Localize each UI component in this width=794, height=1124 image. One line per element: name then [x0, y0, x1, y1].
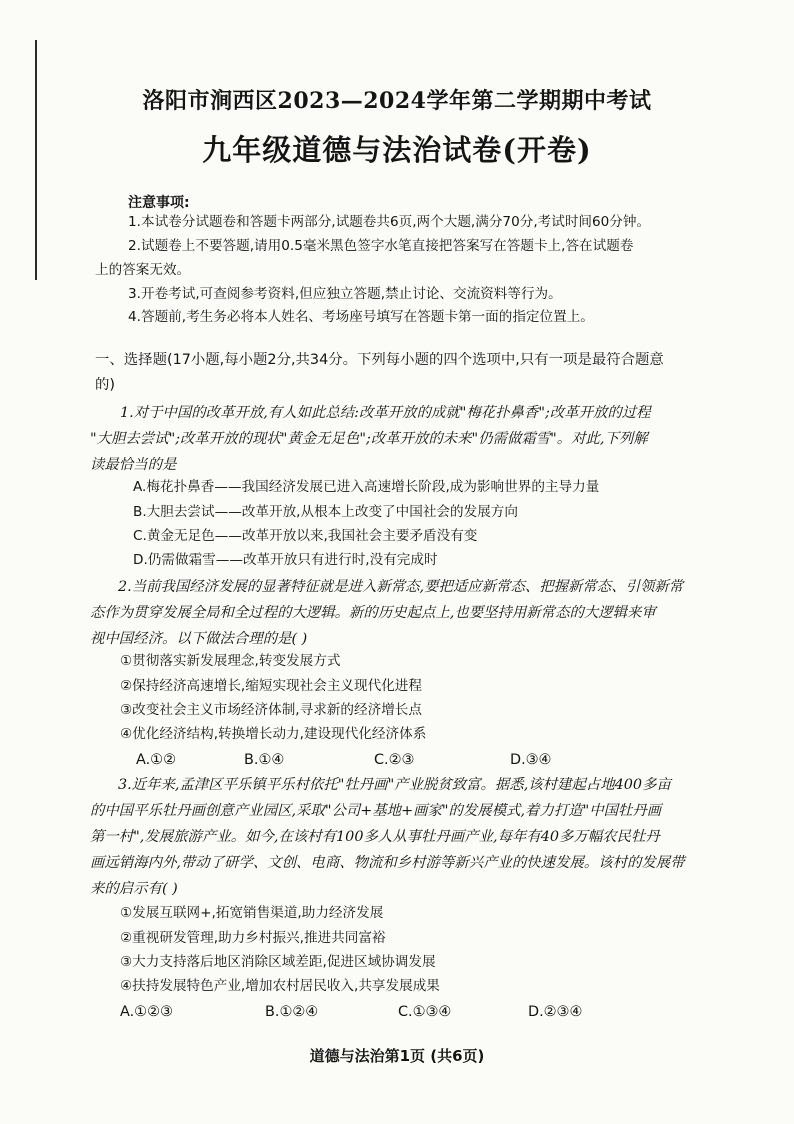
- question-1-option: C.黄金无足色——改革开放以来,我国社会主要矛盾没有变: [133, 528, 478, 544]
- question-3-item: ①发展互联网+,拓宽销售渠道,助力经济发展: [120, 905, 384, 921]
- question-3-stem: 来的启示有( ): [90, 881, 178, 897]
- section-heading: 一、选择题(17小题,每小题2分,共34分。下列每小题的四个选项中,只有一项是最符合题意: [95, 352, 664, 368]
- question-2-stem: 2.当前我国经济发展的显著特征就是进入新常态,要把适应新常态、把握新常态、引领新常: [118, 579, 684, 595]
- exam-subtitle: 九年级道德与法治试卷(开卷): [202, 133, 592, 167]
- question-2-choices: [0, 752, 794, 772]
- note-line: 2.试题卷上不要答题,请用0.5毫米黑色签字水笔直接把答案写在答题卡上,答在试题卷: [128, 238, 634, 254]
- question-1-option: A.梅花扑鼻香——我国经济发展已进入高速增长阶段,成为影响世界的主导力量: [133, 479, 600, 495]
- question-2-stem: 视中国经济。以下做法合理的是( ): [90, 631, 308, 647]
- question-2-item: ③改变社会主义市场经济体制,寻求新的经济增长点: [120, 702, 422, 718]
- question-3-item: ②重视研发管理,助力乡村振兴,推进共同富裕: [120, 930, 386, 946]
- choice-a: A.①②: [136, 752, 176, 768]
- question-1-stem: "大胆去尝试";改革开放的现状"黄金无足色";改革开放的未来"仍需做霜雪"。对此,下列解: [90, 431, 648, 447]
- question-2-item: ④优化经济结构,转换增长动力,建设现代化经济体系: [120, 726, 427, 742]
- note-line: 4.答题前,考生务必将本人姓名、考场座号填写在答题卡第一面的指定位置上。: [128, 309, 594, 325]
- note-line: 上的答案无效。: [95, 262, 191, 278]
- question-2-item: ②保持经济高速增长,缩短实现社会主义现代化进程: [120, 678, 422, 694]
- exam-title: 洛阳市涧西区2023—2024学年第二学期期中考试: [142, 88, 652, 114]
- choice-c: C.①③④: [398, 1004, 452, 1020]
- note-line: 3.开卷考试,可查阅参考资料,但应独立答题,禁止讨论、交流资料等行为。: [128, 286, 562, 302]
- question-1-stem: 1.对于中国的改革开放,有人如此总结:改革开放的成就"梅花扑鼻香";改革开放的过程: [120, 405, 651, 421]
- choice-d: D.②③④: [528, 1004, 583, 1020]
- choice-c: C.②③: [374, 752, 415, 768]
- choice-b: B.①②④: [265, 1004, 319, 1020]
- notes-heading: 注意事项:: [128, 195, 190, 211]
- question-3-stem: 3.近年来,孟津区平乐镇平乐村依托"牡丹画"产业脱贫致富。据悉,该村建起占地400多亩: [118, 777, 671, 793]
- page-footer: 道德与法治第1页 (共6页): [309, 1047, 485, 1065]
- question-3-stem: 的中国平乐牡丹画创意产业园区,采取"公司+基地+画家"的发展模式,着力打造"中国牡丹画: [90, 803, 662, 819]
- choice-a: A.①②③: [120, 1004, 173, 1020]
- question-3-item: ④扶持发展特色产业,增加农村居民收入,共享发展成果: [120, 978, 440, 994]
- question-1-stem: 读最恰当的是: [90, 457, 177, 473]
- question-2-item: ①贯彻落实新发展理念,转变发展方式: [120, 653, 341, 669]
- note-line: 1.本试卷分试题卷和答题卡两部分,试题卷共6页,两个大题,满分70分,考试时间60分钟。: [128, 214, 651, 230]
- question-3-item: ③大力支持落后地区消除区域差距,促进区域协调发展: [120, 954, 436, 970]
- question-2-stem: 态作为贯穿发展全局和全过程的大逻辑。新的历史起点上,也要坚持用新常态的大逻辑来审: [90, 605, 656, 621]
- section-heading: 的): [95, 377, 116, 393]
- question-1-option: B.大胆去尝试——改革开放,从根本上改变了中国社会的发展方向: [133, 504, 518, 520]
- question-3-choices: [0, 1004, 794, 1024]
- question-3-stem: 第一村",发展旅游产业。如今,在该村有100多人从事牡丹画产业,每年有40多万幅农民牡丹: [90, 829, 660, 845]
- question-3-stem: 画远销海内外,带动了研学、文创、电商、物流和乡村游等新兴产业的快速发展。该村的发展带: [90, 855, 685, 871]
- question-1-option: D.仍需做霜雪——改革开放只有进行时,没有完成时: [133, 552, 438, 568]
- choice-d: D.③④: [510, 752, 552, 768]
- choice-b: B.①④: [244, 752, 285, 768]
